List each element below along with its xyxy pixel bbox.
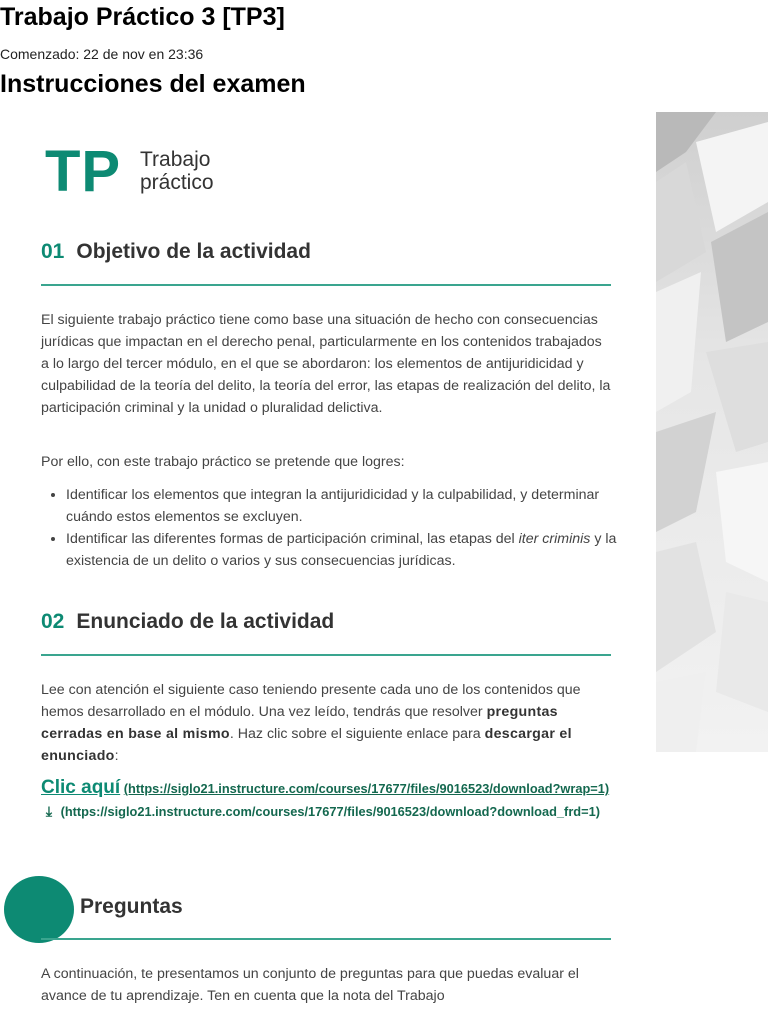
download-icon[interactable]: ⤓ xyxy=(45,803,53,819)
statement-text-e: : xyxy=(114,748,119,764)
section-marker-circle xyxy=(4,876,74,943)
tp-caption-line1: Trabajo xyxy=(140,148,211,171)
side-image-shapes xyxy=(656,112,768,752)
section-title: Objetivo de la actividad xyxy=(76,240,311,263)
statement-text-c: . Haz clic sobre el siguiente enlace para xyxy=(229,726,485,742)
statement-text-a: Lee con atención el siguiente caso teniendo presente cada uno de los contenidos que hemos desarrollado en el módulo. Una vez leído, tendrás que resolver xyxy=(41,682,581,720)
section-number: 02 xyxy=(41,610,65,633)
section-heading-enunciado xyxy=(41,610,334,634)
bullet-text-pre: Identificar las diferentes formas de participación criminal, las etapas del xyxy=(66,531,519,547)
section-divider xyxy=(41,938,611,940)
tp-caption-line2: práctico xyxy=(140,171,214,194)
section-heading-objetivo xyxy=(41,240,311,264)
file-download-link[interactable]: (https://siglo21.instructure.com/courses/17677/files/9016523/download?download_frd=1) xyxy=(60,804,600,819)
decorative-side-image xyxy=(656,112,768,752)
list-item xyxy=(66,528,636,572)
section-heading-preguntas: Preguntas xyxy=(80,895,183,918)
objectives-list xyxy=(41,484,636,572)
tp-logo: TP xyxy=(45,139,122,204)
statement-paragraph xyxy=(41,679,611,767)
section-number: 01 xyxy=(41,240,65,263)
bullet-text-post: y la existencia de un delito o varios y sus consecuencias jurídicas. xyxy=(66,531,617,569)
objective-intro: Por ello, con este trabajo práctico se pretende que logres: xyxy=(41,454,405,470)
list-item: • Identificar los elementos que integran la antijuridicidad y la culpabilidad, y determinar cuándo estos elementos se excluyen. xyxy=(66,484,636,528)
instructions-title: Instrucciones del examen xyxy=(0,70,306,98)
section-title: Enunciado de la actividad xyxy=(76,610,335,633)
statement-bold-b: descargar el enunciado xyxy=(41,726,572,764)
download-links xyxy=(41,777,611,823)
section-divider xyxy=(41,284,611,286)
file-view-link[interactable]: (https://siglo21.instructure.com/courses/17677/files/9016523/download?wrap=1) xyxy=(123,781,610,796)
tp-logo-caption xyxy=(140,148,340,194)
started-timestamp: Comenzado: 22 de nov en 23:36 xyxy=(0,46,204,62)
clic-aqui-link[interactable]: Clic aquí xyxy=(41,777,121,798)
section-divider xyxy=(41,654,611,656)
bullet-text-em: iter criminis xyxy=(518,531,591,547)
questions-paragraph: A continuación, te presentamos un conjunto de preguntas para que puedas evaluar el avance de tu aprendizaje. Ten en cuenta que la nota del Trabajo xyxy=(41,966,579,1004)
statement-bold-a: preguntas cerradas en base al mismo xyxy=(41,704,558,742)
objective-paragraph: El siguiente trabajo práctico tiene como base una situación de hecho con consecuencias jurídicas que impactan en el derecho penal, particularmente en los contenidos trabajados a lo largo del tercer módulo, en el que se abordaron: los elementos de antijuridicidad y culpabilidad de la teoría del delito, la teoría del error, las etapas de realización del delito, la participación criminal y la unidad o pluralidad delictiva. xyxy=(41,312,611,416)
page-title: Trabajo Práctico 3 [TP3] xyxy=(0,3,285,31)
